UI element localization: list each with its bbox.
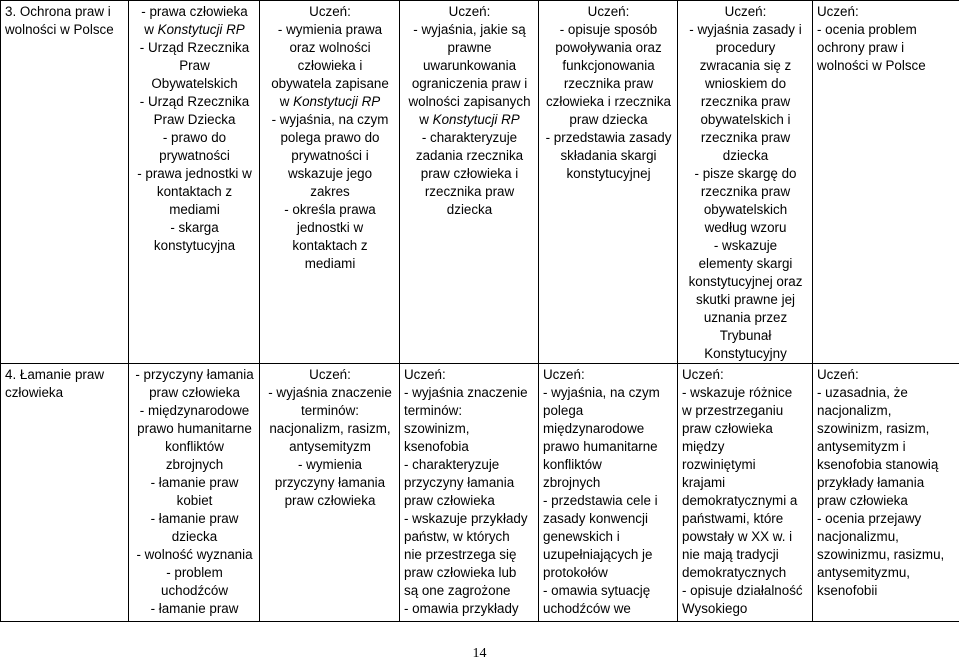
text-line: konfliktów — [133, 438, 256, 456]
text-line: zbrojnych — [543, 474, 674, 492]
text-line: konstytucyjnej — [543, 165, 674, 183]
text-line: - wolność wyznania — [133, 546, 256, 564]
text-line: - ocenia problem — [817, 21, 956, 39]
text-line: skutki prawne jej — [682, 291, 809, 309]
table-row — [1, 1, 959, 364]
text-line: Uczeń: — [543, 3, 674, 21]
level-cell-4 — [678, 1, 813, 364]
text-line: praw człowieka — [404, 492, 535, 510]
text-line: Uczeń: — [682, 3, 809, 21]
level-lines — [264, 366, 396, 510]
text-line: dziecka — [404, 201, 535, 219]
text-line: nacjonalizm, rasizm, — [264, 420, 396, 438]
text-line: uzupełniających je — [543, 546, 674, 564]
text-line: rzecznika praw — [682, 129, 809, 147]
text-line: - opisuje sposób — [543, 21, 674, 39]
level-cell-1 — [260, 1, 400, 364]
text-line: - wymienia prawa — [264, 21, 396, 39]
text-line: ksenofobia stanowią — [817, 456, 956, 474]
text-line: praw człowieka — [264, 492, 396, 510]
text-line: - międzynarodowe — [133, 402, 256, 420]
text-line: praw człowieka i — [404, 165, 535, 183]
text-line: - łamanie praw — [133, 510, 256, 528]
text-line: 3. Ochrona praw i — [5, 3, 125, 21]
italic-text: Konstytucji RP — [293, 94, 380, 109]
text-line: konfliktów — [543, 456, 674, 474]
text-line: polega — [543, 402, 674, 420]
text-line: - Urząd Rzecznika — [133, 39, 256, 57]
text-line: praw człowieka lub — [404, 564, 535, 582]
text-line: demokratycznych — [682, 564, 809, 582]
text-line: uchodźców — [133, 582, 256, 600]
text-line: Konstytucyjny — [682, 345, 809, 363]
text-line: prawo humanitarne — [543, 438, 674, 456]
text-line: terminów: — [404, 402, 535, 420]
text-line: człowieka — [5, 384, 125, 402]
text-line: Uczeń: — [682, 366, 809, 384]
level-cell-3 — [539, 1, 678, 364]
text-line: demokratycznymi a — [682, 492, 809, 510]
text-line: wnioskiem do — [682, 75, 809, 93]
level-cell-5 — [813, 1, 959, 364]
text-line: składania skargi — [543, 147, 674, 165]
text-line: wskazuje jego — [264, 165, 396, 183]
text-line: - opisuje działalność — [682, 582, 809, 600]
text-line: wolności w Polsce — [5, 21, 125, 39]
text-line: - problem — [133, 564, 256, 582]
text-line: człowieka i — [264, 57, 396, 75]
text-line: - pisze skargę do — [682, 165, 809, 183]
text-line: szowinizm, rasizm, — [817, 420, 956, 438]
text-line: Uczeń: — [404, 366, 535, 384]
text-line: Uczeń: — [404, 3, 535, 21]
text-line: - charakteryzuje — [404, 129, 535, 147]
level-lines — [682, 366, 809, 618]
topic-lines — [5, 3, 125, 39]
topic-cell — [1, 364, 129, 622]
text-line: są one zagrożone — [404, 582, 535, 600]
text-line: - wyjaśnia, na czym — [543, 384, 674, 402]
text-line: konstytucyjna — [133, 237, 256, 255]
level-lines — [404, 3, 535, 219]
italic-text: Konstytucji RP — [158, 22, 245, 37]
text-line: międzynarodowe — [543, 420, 674, 438]
text-line: mediami — [264, 255, 396, 273]
level-cell-2 — [400, 364, 539, 622]
text-line: nacjonalizm, — [817, 402, 956, 420]
text-line: kontaktach z — [264, 237, 396, 255]
text-line: zakres — [264, 183, 396, 201]
text-line: - wyjaśnia znaczenie — [404, 384, 535, 402]
text-line: - wyjaśnia, na czym — [264, 111, 396, 129]
text-line: ograniczenia praw i — [404, 75, 535, 93]
text-line: genewskich i — [543, 528, 674, 546]
text-line: prawne — [404, 39, 535, 57]
text-line: w Konstytucji RP — [404, 111, 535, 129]
text-line: obywatelskich i — [682, 111, 809, 129]
text-line: w przestrzeganiu — [682, 402, 809, 420]
content-cell — [129, 364, 260, 622]
text-line: rozwiniętymi — [682, 456, 809, 474]
text-line: - prawo do — [133, 129, 256, 147]
text-line: powstały w XX w. i — [682, 528, 809, 546]
text-line: - wyjaśnia znaczenie — [264, 384, 396, 402]
text-line: antysemityzmu, — [817, 564, 956, 582]
text-line: państwami, które — [682, 510, 809, 528]
text-line: praw człowieka — [682, 420, 809, 438]
text-line: - przedstawia cele i — [543, 492, 674, 510]
text-line: - charakteryzuje — [404, 456, 535, 474]
content-lines — [133, 366, 256, 618]
text-line: Uczeń: — [543, 366, 674, 384]
text-line: - prawa jednostki w — [133, 165, 256, 183]
text-line: - omawia przykłady — [404, 600, 535, 618]
text-line: według wzoru — [682, 219, 809, 237]
text-line: ochrony praw i — [817, 39, 956, 57]
level-cell-5 — [813, 364, 959, 622]
text-line: Praw Dziecka — [133, 111, 256, 129]
italic-text: Konstytucji RP — [433, 112, 520, 127]
text-line: polega prawo do — [264, 129, 396, 147]
text-line: państw, w których — [404, 528, 535, 546]
text-line: - prawa człowieka — [133, 3, 256, 21]
level-lines — [543, 3, 674, 183]
text-line: oraz wolności — [264, 39, 396, 57]
text-line: przykłady łamania — [817, 474, 956, 492]
text-line: szowinizmu, rasizmu, — [817, 546, 956, 564]
text-line: zasady konwencji — [543, 510, 674, 528]
text-line: powoływania oraz — [543, 39, 674, 57]
text-line: - łamanie praw — [133, 474, 256, 492]
text-line: człowieka i rzecznika — [543, 93, 674, 111]
level-lines — [264, 3, 396, 273]
text-line: Uczeń: — [817, 366, 956, 384]
text-line: konstytucyjnej oraz — [682, 273, 809, 291]
text-line: terminów: — [264, 402, 396, 420]
text-line: Obywatelskich — [133, 75, 256, 93]
text-line: kobiet — [133, 492, 256, 510]
text-line: w Konstytucji RP — [133, 21, 256, 39]
text-line: kontaktach z — [133, 183, 256, 201]
text-line: - omawia sytuację — [543, 582, 674, 600]
text-line: Wysokiego — [682, 600, 809, 618]
text-line: w Konstytucji RP — [264, 93, 396, 111]
text-line: elementy skargi — [682, 255, 809, 273]
text-line: wolności zapisanych — [404, 93, 535, 111]
text-line: nacjonalizmu, — [817, 528, 956, 546]
level-cell-3 — [539, 364, 678, 622]
text-line: funkcjonowania — [543, 57, 674, 75]
text-line: - wymienia — [264, 456, 396, 474]
text-line: zbrojnych — [133, 456, 256, 474]
text-line: - ocenia przejawy — [817, 510, 956, 528]
text-line: 4. Łamanie praw — [5, 366, 125, 384]
text-line: prywatności i — [264, 147, 396, 165]
text-line: nie mają tradycji — [682, 546, 809, 564]
text-line: antysemityzm — [264, 438, 396, 456]
text-line: zadania rzecznika — [404, 147, 535, 165]
text-line: - wyjaśnia, jakie są — [404, 21, 535, 39]
topic-lines — [5, 366, 125, 402]
text-line: - skarga — [133, 219, 256, 237]
text-line: przyczyny łamania — [264, 474, 396, 492]
level-lines — [682, 3, 809, 363]
page-number: 14 — [0, 645, 959, 663]
text-line: antysemityzm i — [817, 438, 956, 456]
text-line: zwracania się z — [682, 57, 809, 75]
text-line: przyczyny łamania — [404, 474, 535, 492]
text-line: Uczeń: — [264, 3, 396, 21]
text-line: prywatności — [133, 147, 256, 165]
text-line: mediami — [133, 201, 256, 219]
text-line: rzecznika praw — [682, 93, 809, 111]
text-line: prawo humanitarne — [133, 420, 256, 438]
text-line: dziecka — [133, 528, 256, 546]
level-cell-1 — [260, 364, 400, 622]
text-line: - Urząd Rzecznika — [133, 93, 256, 111]
content-lines — [133, 3, 256, 255]
text-line: rzecznika praw — [404, 183, 535, 201]
content-cell — [129, 1, 260, 364]
text-line: nie przestrzega się — [404, 546, 535, 564]
topic-cell — [1, 1, 129, 364]
level-cell-2 — [400, 1, 539, 364]
text-line: dziecka — [682, 147, 809, 165]
level-lines — [817, 366, 956, 600]
text-line: - wskazuje różnice — [682, 384, 809, 402]
text-line: rzecznika praw — [682, 183, 809, 201]
text-line: ksenofobia — [404, 438, 535, 456]
text-line: protokołów — [543, 564, 674, 582]
text-line: Uczeń: — [817, 3, 956, 21]
text-line: - wskazuje — [682, 237, 809, 255]
text-line: - uzasadnia, że — [817, 384, 956, 402]
level-cell-4 — [678, 364, 813, 622]
text-line: obywatela zapisane — [264, 75, 396, 93]
text-line: - przyczyny łamania — [133, 366, 256, 384]
text-line: - przedstawia zasady — [543, 129, 674, 147]
text-line: szowinizm, — [404, 420, 535, 438]
text-line: - wskazuje przykłady — [404, 510, 535, 528]
text-line: wolności w Polsce — [817, 57, 956, 75]
table-row — [1, 364, 959, 622]
text-line: praw dziecka — [543, 111, 674, 129]
text-line: jednostki w — [264, 219, 396, 237]
text-line: - określa prawa — [264, 201, 396, 219]
text-line: Praw — [133, 57, 256, 75]
text-line: uznania przez — [682, 309, 809, 327]
text-line: krajami — [682, 474, 809, 492]
level-lines — [404, 366, 535, 618]
level-lines — [817, 3, 956, 75]
text-line: ksenofobii — [817, 582, 956, 600]
text-line: - wyjaśnia zasady i — [682, 21, 809, 39]
text-line: obywatelskich — [682, 201, 809, 219]
text-line: między — [682, 438, 809, 456]
text-line: praw człowieka — [133, 384, 256, 402]
text-line: procedury — [682, 39, 809, 57]
text-line: Uczeń: — [264, 366, 396, 384]
text-line: rzecznika praw — [543, 75, 674, 93]
level-lines — [543, 366, 674, 618]
text-line: praw człowieka — [817, 492, 956, 510]
text-line: - łamanie praw — [133, 600, 256, 618]
text-line: uchodźców we — [543, 600, 674, 618]
text-line: Trybunał — [682, 327, 809, 345]
text-line: uwarunkowania — [404, 57, 535, 75]
